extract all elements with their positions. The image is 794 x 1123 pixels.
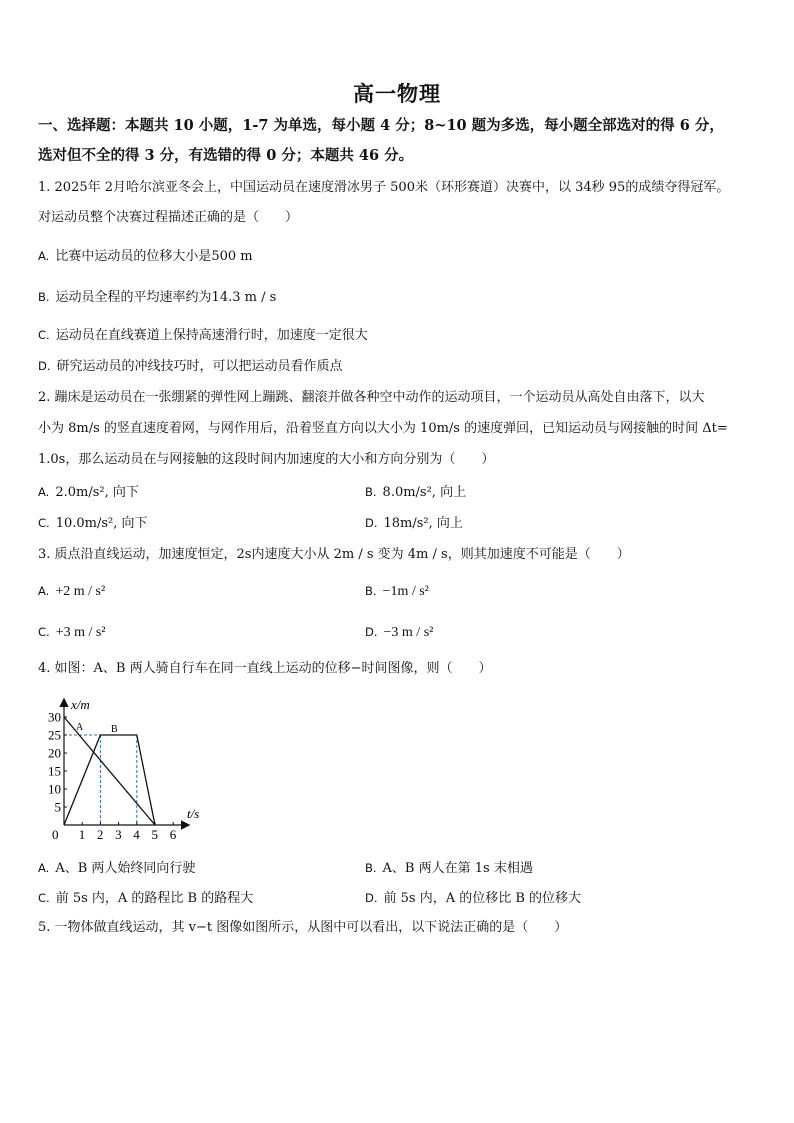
option-label: B. <box>365 485 377 499</box>
option-text: A、B 两人始终同向行驶 <box>55 861 196 876</box>
q1-stem-line1: 1. 2025年 2月哈尔滨亚冬会上，中国运动员在速度滑冰男子 500米（环形赛道）决赛中，以 34秒 95的成绩夺得冠军。 <box>38 180 730 195</box>
option-text: 前 5s 内，A 的位移比 B 的位移大 <box>383 891 582 906</box>
x-tick-label: 3 <box>115 827 122 842</box>
y-tick-label: 20 <box>48 745 61 761</box>
option-label: D. <box>365 516 378 530</box>
option-text: 研究运动员的冲线技巧时，可以把运动员看作质点 <box>56 359 343 374</box>
q2-stem-line3: 1.0s，那么运动员在与网接触的这段时间内加速度的大小和方向分别为（ ） <box>38 452 495 467</box>
xt-graph <box>40 696 220 846</box>
series-line-a <box>64 717 155 825</box>
option-label: D. <box>365 891 378 905</box>
option-label: C. <box>38 891 50 905</box>
q5-stem: 5. 一物体做直线运动，其 v−t 图像如图所示，从图中可以看出，以下说法正确的是（ ） <box>38 920 568 935</box>
option-label: A. <box>38 584 50 598</box>
option-text: 10.0m/s², 向下 <box>55 516 148 531</box>
q1-stem-line2: 对运动员整个决赛过程描述正确的是（ ） <box>38 210 299 225</box>
q2-option-c[interactable] <box>38 513 148 534</box>
q1-option-b[interactable] <box>38 287 276 308</box>
q2-stem-line1: 2. 蹦床是运动员在一张绷紧的弹性网上蹦跳、翻滚并做各种空中动作的运动项目，一个运动员从高处自由落下，以大 <box>38 390 705 405</box>
page-title: 高一物理 <box>353 81 441 106</box>
q4-option-c[interactable] <box>38 888 253 909</box>
q4-stem: 4. 如图：A、B 两人骑自行车在同一直线上运动的位移−时间图像，则（ ） <box>38 661 492 676</box>
q1-option-a[interactable] <box>38 246 253 267</box>
q4-option-d[interactable] <box>365 888 581 909</box>
q4-option-a[interactable] <box>38 858 195 879</box>
q2-option-b[interactable] <box>365 482 466 503</box>
option-text: 2.0m/s², 向下 <box>55 485 139 500</box>
option-label: A. <box>38 485 50 499</box>
option-text: 比赛中运动员的位移大小是500 m <box>55 249 253 264</box>
option-text: −1m / s² <box>382 584 429 599</box>
option-text: A、B 两人在第 1s 末相遇 <box>382 861 533 876</box>
series-label-b: B <box>111 724 118 735</box>
option-label: B. <box>38 290 50 304</box>
y-tick-label: 25 <box>48 727 61 743</box>
option-text: 运动员在直线赛道上保持高速滑行时，加速度一定很大 <box>55 328 368 343</box>
q3-stem: 3. 质点沿直线运动，加速度恒定，2s内速度大小从 2m / s 变为 4m / s，则其加速度不可能是（ ） <box>38 547 630 562</box>
y-axis-label: x/m <box>71 697 90 712</box>
q3-option-b[interactable] <box>365 581 429 602</box>
x-tick-label: 5 <box>151 827 158 842</box>
q2-stem-line2: 小为 8m/s 的竖直速度着网，与网作用后，沿着竖直方向以大小为 10m/s 的速度弹回，已知运动员与网接触的时间 Δt= <box>38 421 728 436</box>
graph-axes <box>64 700 188 825</box>
x-tick-label: 6 <box>169 827 177 842</box>
option-label: D. <box>38 359 51 373</box>
q2-option-a[interactable] <box>38 482 139 503</box>
option-label: D. <box>365 625 378 639</box>
x-tick-label: 2 <box>96 827 104 842</box>
section-instructions-line2: 选对但不全的得 3 分，有选错的得 0 分；本题共 46 分。 <box>38 147 414 164</box>
option-label: A. <box>38 861 50 875</box>
option-label: C. <box>38 516 50 530</box>
option-label: B. <box>365 584 377 598</box>
section-instructions-line1: 一、选择题：本题共 10 小题，1-7 为单选，每小题 4 分；8~10 题为多选，每小题全部选对的得 6 分， <box>38 117 724 134</box>
x-tick-label: 1 <box>78 827 86 842</box>
series-label-a: A <box>76 722 84 733</box>
y-tick-label: 15 <box>48 763 61 779</box>
option-text: 前 5s 内，A 的路程比 B 的路程大 <box>55 891 254 906</box>
graph-series <box>64 717 155 825</box>
option-text: 运动员全程的平均速率约为14.3 m / s <box>55 290 277 305</box>
option-text: 18m/s², 向上 <box>383 516 463 531</box>
x-axis-label: t/s <box>187 806 200 821</box>
y-tick-label: 5 <box>54 799 61 815</box>
option-text: 8.0m/s², 向上 <box>382 485 467 500</box>
option-text: −3 m / s² <box>383 625 434 640</box>
y-tick-label: 30 <box>48 709 61 725</box>
q4-option-b[interactable] <box>365 858 533 879</box>
y-tick-label: 10 <box>48 781 61 797</box>
q1-option-d[interactable] <box>38 356 343 377</box>
q2-option-d[interactable] <box>365 513 463 534</box>
option-text: +2 m / s² <box>55 584 106 599</box>
option-label: C. <box>38 328 50 342</box>
dashed-guides <box>64 735 137 825</box>
q3-option-c[interactable] <box>38 622 106 643</box>
option-label: C. <box>38 625 50 639</box>
x-tick-label: 0 <box>52 827 59 842</box>
option-text: +3 m / s² <box>55 625 106 640</box>
series-line-b <box>64 735 155 825</box>
option-label: B. <box>365 861 377 875</box>
q1-option-c[interactable] <box>38 325 368 346</box>
q3-option-a[interactable] <box>38 581 105 602</box>
x-tick-label: 4 <box>133 827 140 842</box>
option-label: A. <box>38 249 50 263</box>
q3-option-d[interactable] <box>365 622 433 643</box>
